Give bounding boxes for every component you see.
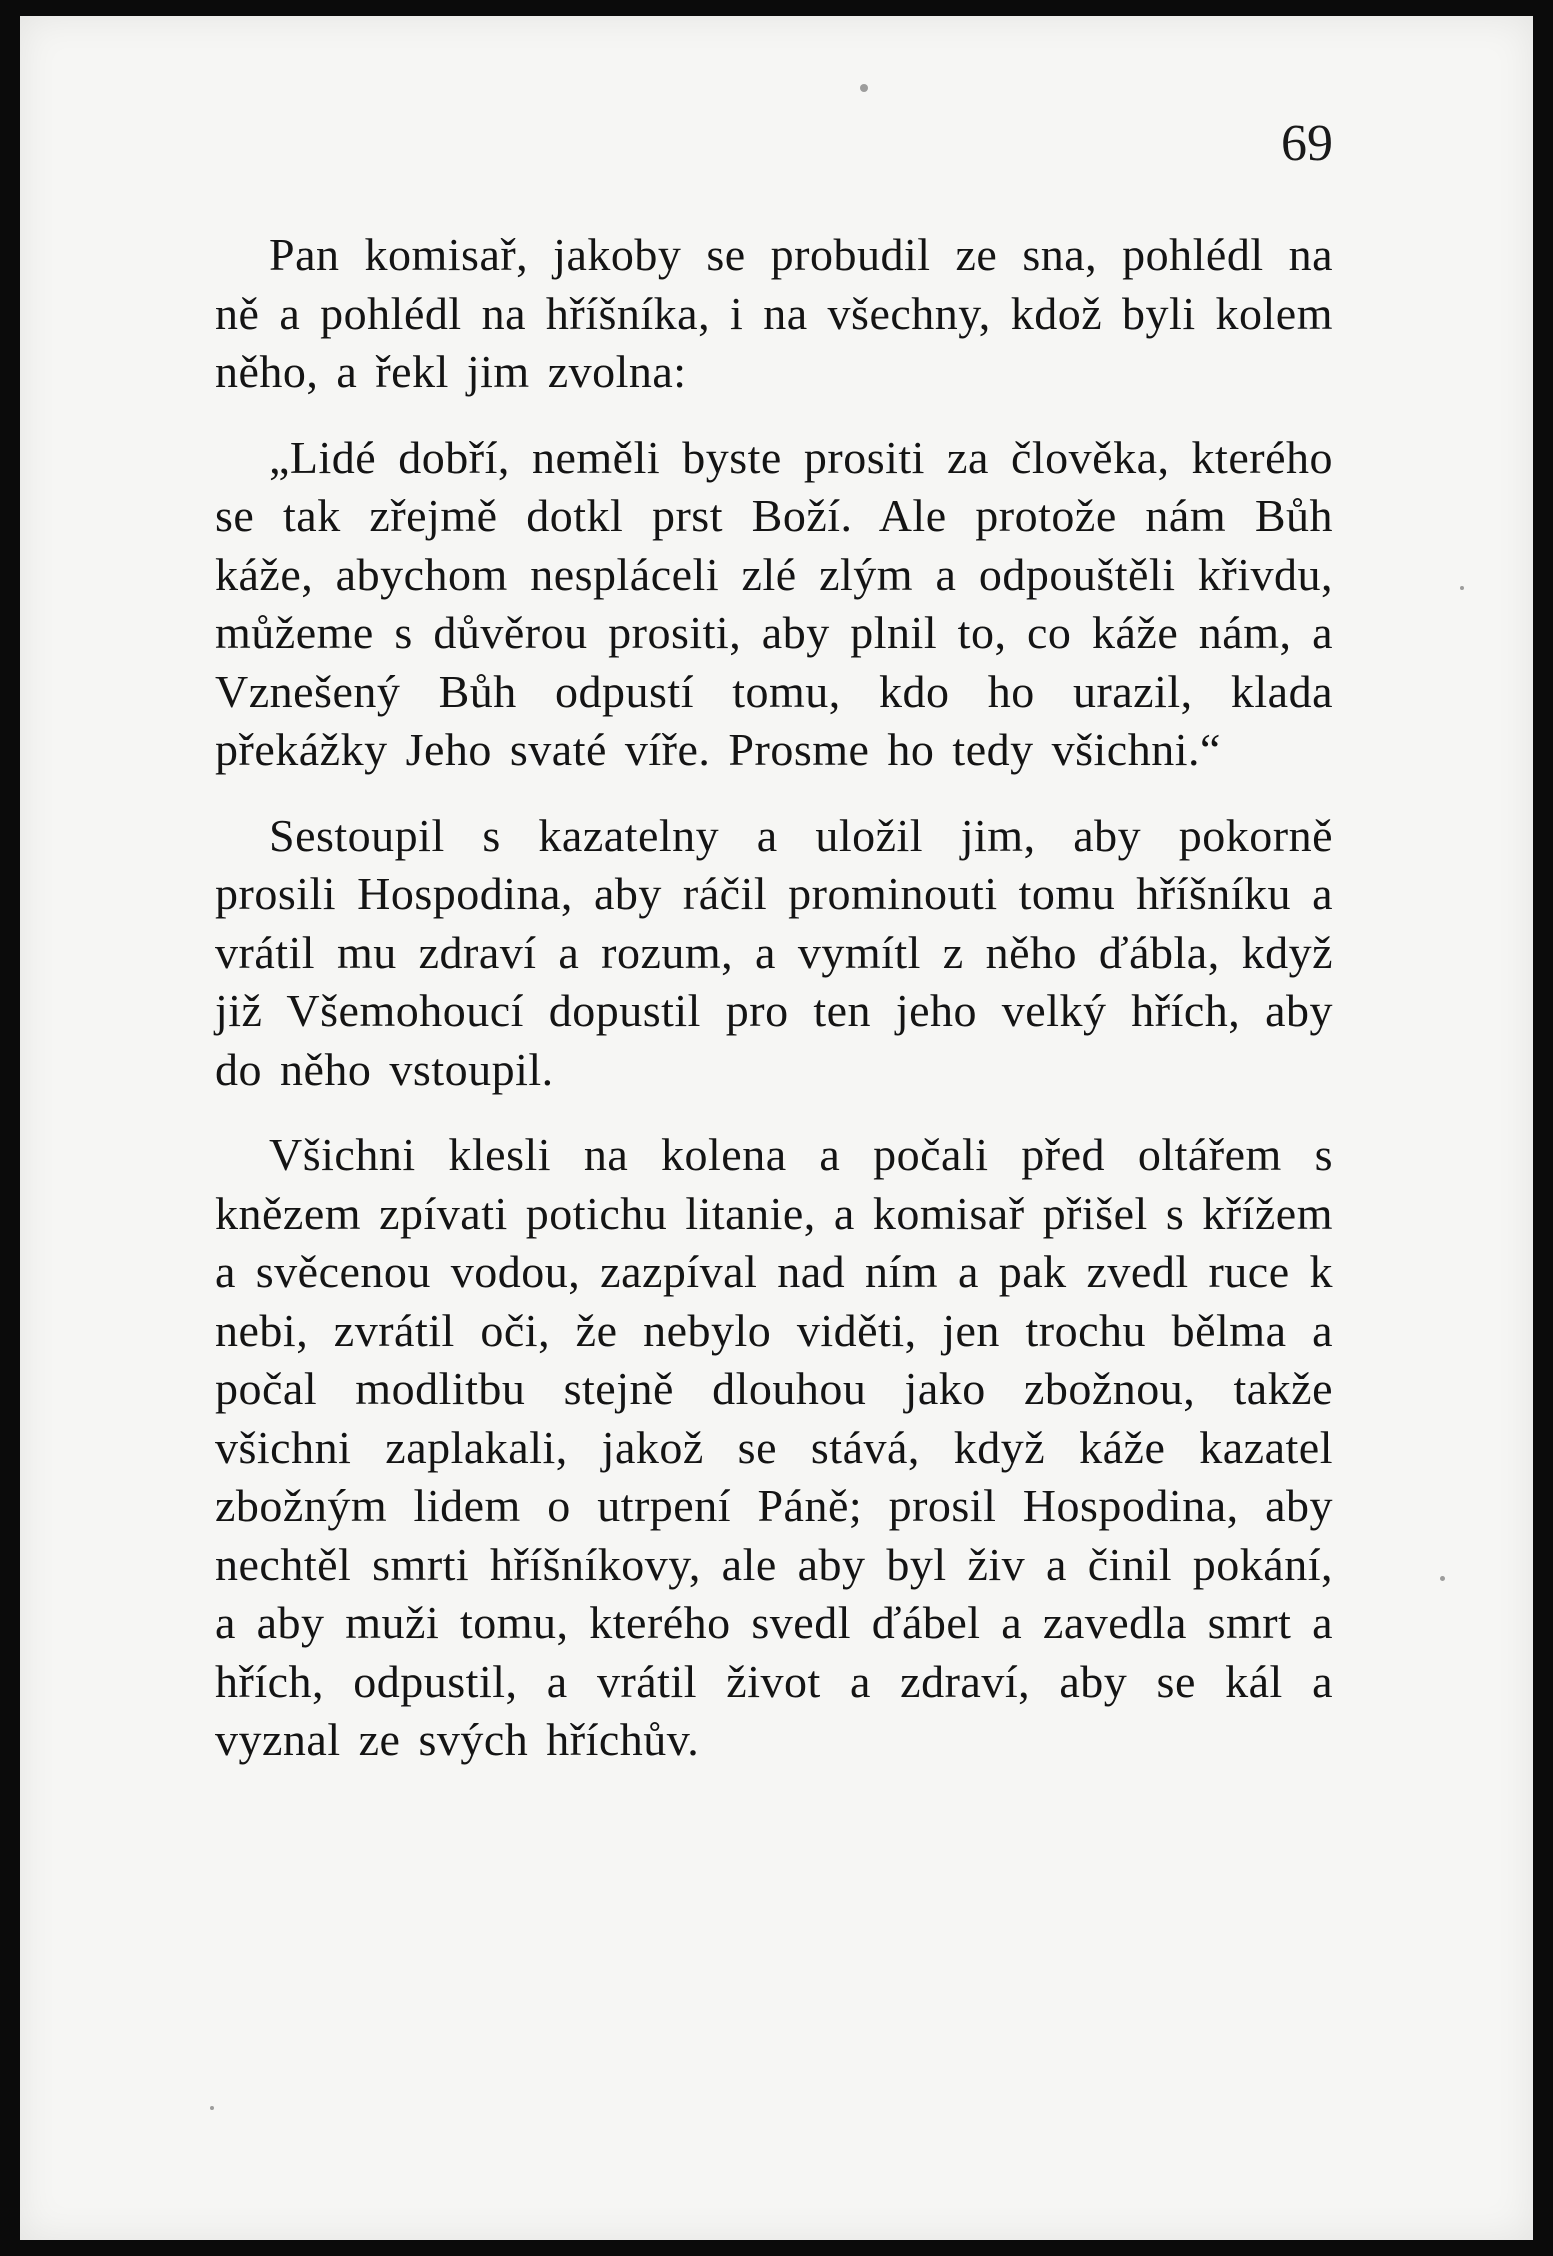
print-speck	[1440, 1576, 1445, 1581]
print-speck	[210, 2106, 214, 2110]
paragraph-1: Pan komisař, jakoby se probudil ze sna, pohlédl na ně a pohlédl na hříšníka, i na všechny, kdož byli kolem něho, a řekl jim zvolna:	[215, 229, 1333, 397]
paragraph-4: Všichni klesli na kolena a počali před oltářem s knězem zpívati potichu litanie, a komisař přišel s křížem a svěcenou vodou, zazpíval nad ním a pak zvedl ruce k nebi, zvrátil oči, že nebylo viděti, jen trochu bělma a počal modlitbu stejně dlouhou jako zbožnou, takže všichni zaplakali, jakož se stává, když káže kazatel zbožným lidem o utrpení Páně; prosil Hospodina, aby nechtěl smrti hříšníkovy, ale aby byl živ a činil pokání, a aby muži tomu, kterého svedl ďábel a zavedla smrt a hřích, odpustil, a vrátil život a zdraví, aby se kál a vyznal ze svých hříchův.	[215, 1129, 1333, 1765]
print-speck	[1460, 586, 1464, 590]
print-speck	[860, 84, 868, 92]
paragraph-2: „Lidé dobří, neměli byste prositi za člověka, kterého se tak zřejmě dotkl prst Boží. Ale protože nám Bůh káže, abychom nespláceli zlé zlým a odpouštěli křivdu, můžeme s důvěrou prositi, aby plnil to, co káže nám, a Vznešený Bůh odpustí tomu, kdo ho urazil, klada překážky Jeho svaté víře. Prosme ho tedy všichni.“	[215, 431, 1333, 775]
book-page	[20, 16, 1533, 2240]
body-text	[215, 226, 1333, 1797]
paragraph-3: Sestoupil s kazatelny a uložil jim, aby pokorně prosili Hospodina, aby ráčil prominouti tomu hříšníku a vrátil mu zdraví a rozum, a vymítl z něho ďábla, když již Všemohoucí dopustil pro ten jeho velký hřích, aby do něho vstoupil.	[215, 809, 1333, 1095]
page-number: 69	[1281, 115, 1333, 172]
